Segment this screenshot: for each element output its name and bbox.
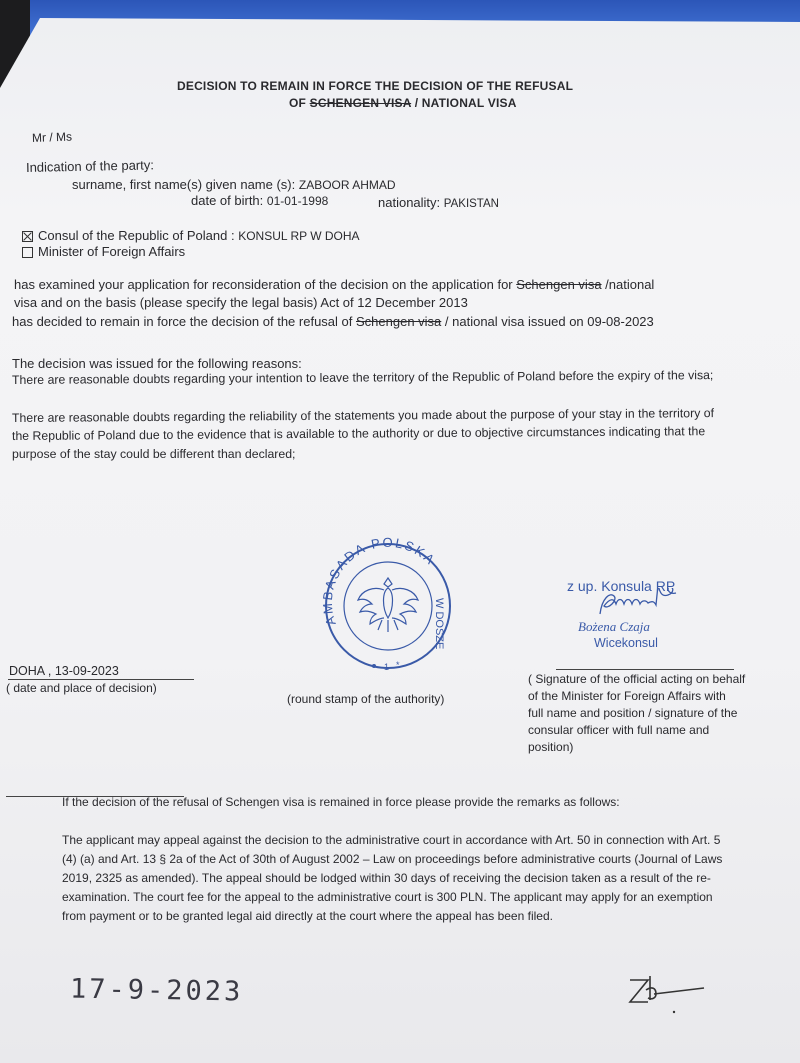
embassy-round-stamp (318, 528, 458, 683)
remarks-line1: The applicant may appeal against the decision to the administrative court in accordance with Art. 50 in connection with Art. 5 (62, 833, 721, 847)
reason-1: There are reasonable doubts regarding your intention to leave the territory of the Republic of Poland before the expiry of the visa; (11, 368, 714, 387)
party-name-value: ZABOOR AHMAD (298, 178, 396, 192)
remarks-line2: (4) (a) and Art. 13 § 2a of the Act of 30th of August 2002 – Law on proceedings before administrative courts (Journal of Laws (62, 852, 723, 866)
document-title-line1: DECISION TO REMAIN IN FORCE THE DECISION OF THE REFUSAL (177, 79, 574, 93)
dob-value: 01-01-1998 (266, 194, 329, 208)
reason-2-line2: the Republic of Poland due to the evidence that is available to the authority or due to objective circumstances indicating that the (11, 424, 706, 443)
handwritten-signature-consul (594, 588, 714, 622)
svg-text:1: 1 (384, 662, 390, 672)
handwritten-signature-applicant (624, 970, 714, 1018)
party-indication-label: Indication of the party: (25, 157, 155, 175)
party-nationality-row (378, 195, 499, 212)
signature-label-line1: ( Signature of the official acting on behalf (528, 672, 746, 686)
stamp-text: AMBASADA POLSKA (319, 534, 439, 628)
reasons-heading: The decision was issued for the following reasons: (12, 356, 302, 371)
party-name-label: surname, first name(s) given name (s): (72, 177, 296, 192)
examination-line2: visa and on the basis (please specify the legal basis) Act of 12 December 2013 (14, 295, 468, 310)
consul-option (38, 228, 360, 244)
consul-title: Wicekonsul (594, 636, 658, 650)
document-title-line2: OF SCHENGEN VISA / NATIONAL VISA (289, 96, 517, 110)
salutation: Mr / Ms (31, 129, 73, 145)
consul-option-label: Consul of the Republic of Poland : (38, 228, 235, 243)
consul-stamp-line1: z up. Konsula RP (567, 578, 676, 594)
consul-option-value: KONSUL RP W DOHA (238, 229, 360, 243)
minister-option-label: Minister of Foreign Affairs (38, 244, 186, 259)
examination-line1: has examined your application for reconsideration of the decision on the application for Schengen visa /national (14, 277, 655, 292)
consul-checkbox (22, 231, 33, 242)
party-dob-row (191, 193, 328, 209)
signature-label-line3: full name and position / signature of the (528, 706, 738, 720)
remarks-line3: 2019, 2325 as amended). The appeal should be lodged within 30 days of receiving the decision taken as a result of the re- (62, 871, 711, 885)
signature-label-line5: position) (528, 740, 574, 754)
svg-text:*: * (396, 660, 400, 670)
remarks-line4: examination. The court fee for the appeal to the administrative court is 300 PLN. The applicant may apply for an exemption (62, 890, 713, 904)
remarks-heading: If the decision of the refusal of Schengen visa is remained in force please provide the remarks as follows: (62, 795, 620, 809)
svg-text:AMBASADA POLSKA (320, 535, 439, 628)
place-date-value: DOHA , 13-09-2023 (9, 664, 119, 678)
signature-label-line4: consular officer with full name and (528, 723, 710, 737)
remarks-line5: from payment or to be granted legal aid directly at the court where the appeal has been filed. (62, 909, 553, 923)
dob-label: date of birth: (191, 193, 264, 208)
stamp-caption: (round stamp of the authority) (287, 692, 445, 706)
signature-label-line2: of the Minister for Foreign Affairs with (528, 689, 726, 703)
examination-line3: has decided to remain in force the decision of the refusal of Schengen visa / national visa issued on 09-08-2023 (12, 314, 654, 329)
reason-2-line1: There are reasonable doubts regarding the reliability of the statements you made about the purpose of your stay in the territory of (11, 406, 715, 425)
handwritten-date: 17-9-2023 (69, 973, 244, 1008)
eagle-emblem-icon (358, 578, 418, 632)
reason-2-line3: purpose of the stay could be different than declared; (12, 447, 296, 461)
stamp-right-text: W DOSZE (433, 598, 445, 650)
nationality-label: nationality: (378, 195, 441, 210)
nationality-value: PAKISTAN (443, 198, 499, 210)
place-date-label: ( date and place of decision) (6, 681, 157, 695)
minister-checkbox (22, 247, 33, 258)
party-name-row (72, 177, 396, 193)
consul-name: Bożena Czaja (578, 619, 650, 634)
